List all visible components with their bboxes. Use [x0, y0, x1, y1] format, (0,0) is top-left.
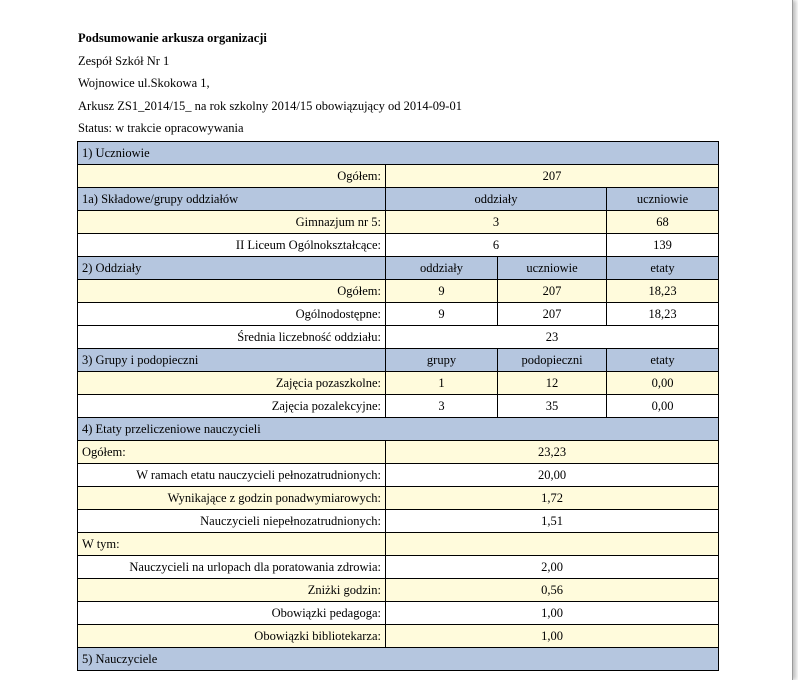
section-header	[78, 257, 719, 280]
row-value: 68	[607, 211, 719, 234]
row-value: 20,00	[386, 464, 719, 487]
row-value: 207	[498, 280, 607, 303]
row-value: 0,00	[607, 395, 719, 418]
table-row	[78, 510, 719, 533]
column-header: podopieczni	[498, 349, 607, 372]
column-header: uczniowie	[498, 257, 607, 280]
row-value: 3	[386, 211, 607, 234]
section-header	[78, 349, 719, 372]
row-value: 18,23	[607, 303, 719, 326]
row-value: 9	[386, 303, 498, 326]
section-header	[78, 142, 719, 165]
table-row	[78, 211, 719, 234]
row-value: 1,00	[386, 602, 719, 625]
section-title: 3) Grupy i podopieczni	[78, 349, 386, 372]
row-value	[386, 533, 719, 556]
table-row	[78, 533, 719, 556]
row-label: Ogółem:	[78, 165, 386, 188]
document-title: Podsumowanie arkusza organizacji	[78, 31, 267, 45]
school-name: Zespół Szkół Nr 1	[78, 53, 170, 68]
sheet-info: Arkusz ZS1_2014/15_ na rok szkolny 2014/15 obowiązujący od 2014-09-01	[78, 98, 462, 113]
table-row	[78, 234, 719, 257]
row-value: 18,23	[607, 280, 719, 303]
column-header: etaty	[607, 349, 719, 372]
table-row	[78, 556, 719, 579]
table-row	[78, 579, 719, 602]
table-row	[78, 395, 719, 418]
row-value: 6	[386, 234, 607, 257]
column-header: etaty	[607, 257, 719, 280]
row-value: 12	[498, 372, 607, 395]
row-label: Nauczycieli niepełnozatrudnionych:	[78, 510, 386, 533]
row-value: 9	[386, 280, 498, 303]
document-header	[78, 30, 462, 143]
row-label: Wynikające z godzin ponadwymiarowych:	[78, 487, 386, 510]
table-row	[78, 372, 719, 395]
row-value: 2,00	[386, 556, 719, 579]
table-row	[78, 303, 719, 326]
row-label: W ramach etatu nauczycieli pełnozatrudnionych:	[78, 464, 386, 487]
row-label: Obowiązki pedagoga:	[78, 602, 386, 625]
row-label: II Liceum Ogólnokształcące:	[78, 234, 386, 257]
row-value: 1,51	[386, 510, 719, 533]
row-label: Ogólnodostępne:	[78, 303, 386, 326]
row-value: 35	[498, 395, 607, 418]
table-row	[78, 625, 719, 648]
row-value: 1,00	[386, 625, 719, 648]
row-value: 207	[498, 303, 607, 326]
summary-table	[77, 141, 719, 671]
row-label: Ogółem:	[78, 441, 386, 464]
table-row	[78, 602, 719, 625]
column-header: oddziały	[386, 257, 498, 280]
section-header	[78, 418, 719, 441]
row-value: 139	[607, 234, 719, 257]
row-label: Zajęcia pozaszkolne:	[78, 372, 386, 395]
section-header	[78, 648, 719, 671]
row-label: Średnia liczebność oddziału:	[78, 326, 386, 349]
row-label: W tym:	[78, 533, 386, 556]
section-title: 4) Etaty przeliczeniowe nauczycieli	[78, 418, 719, 441]
column-header: oddziały	[386, 188, 607, 211]
row-value: 0,56	[386, 579, 719, 602]
row-label: Nauczycieli na urlopach dla poratowania zdrowia:	[78, 556, 386, 579]
row-label: Ogółem:	[78, 280, 386, 303]
row-label: Zajęcia pozalekcyjne:	[78, 395, 386, 418]
row-value: 207	[386, 165, 719, 188]
row-value: 23	[386, 326, 719, 349]
sheet-status: Status: w trakcie opracowywania	[78, 121, 244, 135]
row-label: Gimnazjum nr 5:	[78, 211, 386, 234]
row-value: 0,00	[607, 372, 719, 395]
table-row	[78, 464, 719, 487]
table-row	[78, 280, 719, 303]
table-row	[78, 326, 719, 349]
section-title: 5) Nauczyciele	[78, 648, 719, 671]
section-title: 1a) Składowe/grupy oddziałów	[78, 188, 386, 211]
table-row	[78, 487, 719, 510]
column-header: uczniowie	[607, 188, 719, 211]
section-title: 2) Oddziały	[78, 257, 386, 280]
row-value: 23,23	[386, 441, 719, 464]
section-title: 1) Uczniowie	[78, 142, 719, 165]
row-value: 3	[386, 395, 498, 418]
row-label: Obowiązki bibliotekarza:	[78, 625, 386, 648]
row-label: Zniżki godzin:	[78, 579, 386, 602]
row-value: 1,72	[386, 487, 719, 510]
row-value: 1	[386, 372, 498, 395]
table-row	[78, 165, 719, 188]
school-address: Wojnowice ul.Skokowa 1,	[78, 76, 210, 90]
table-row	[78, 441, 719, 464]
section-header	[78, 188, 719, 211]
column-header: grupy	[386, 349, 498, 372]
